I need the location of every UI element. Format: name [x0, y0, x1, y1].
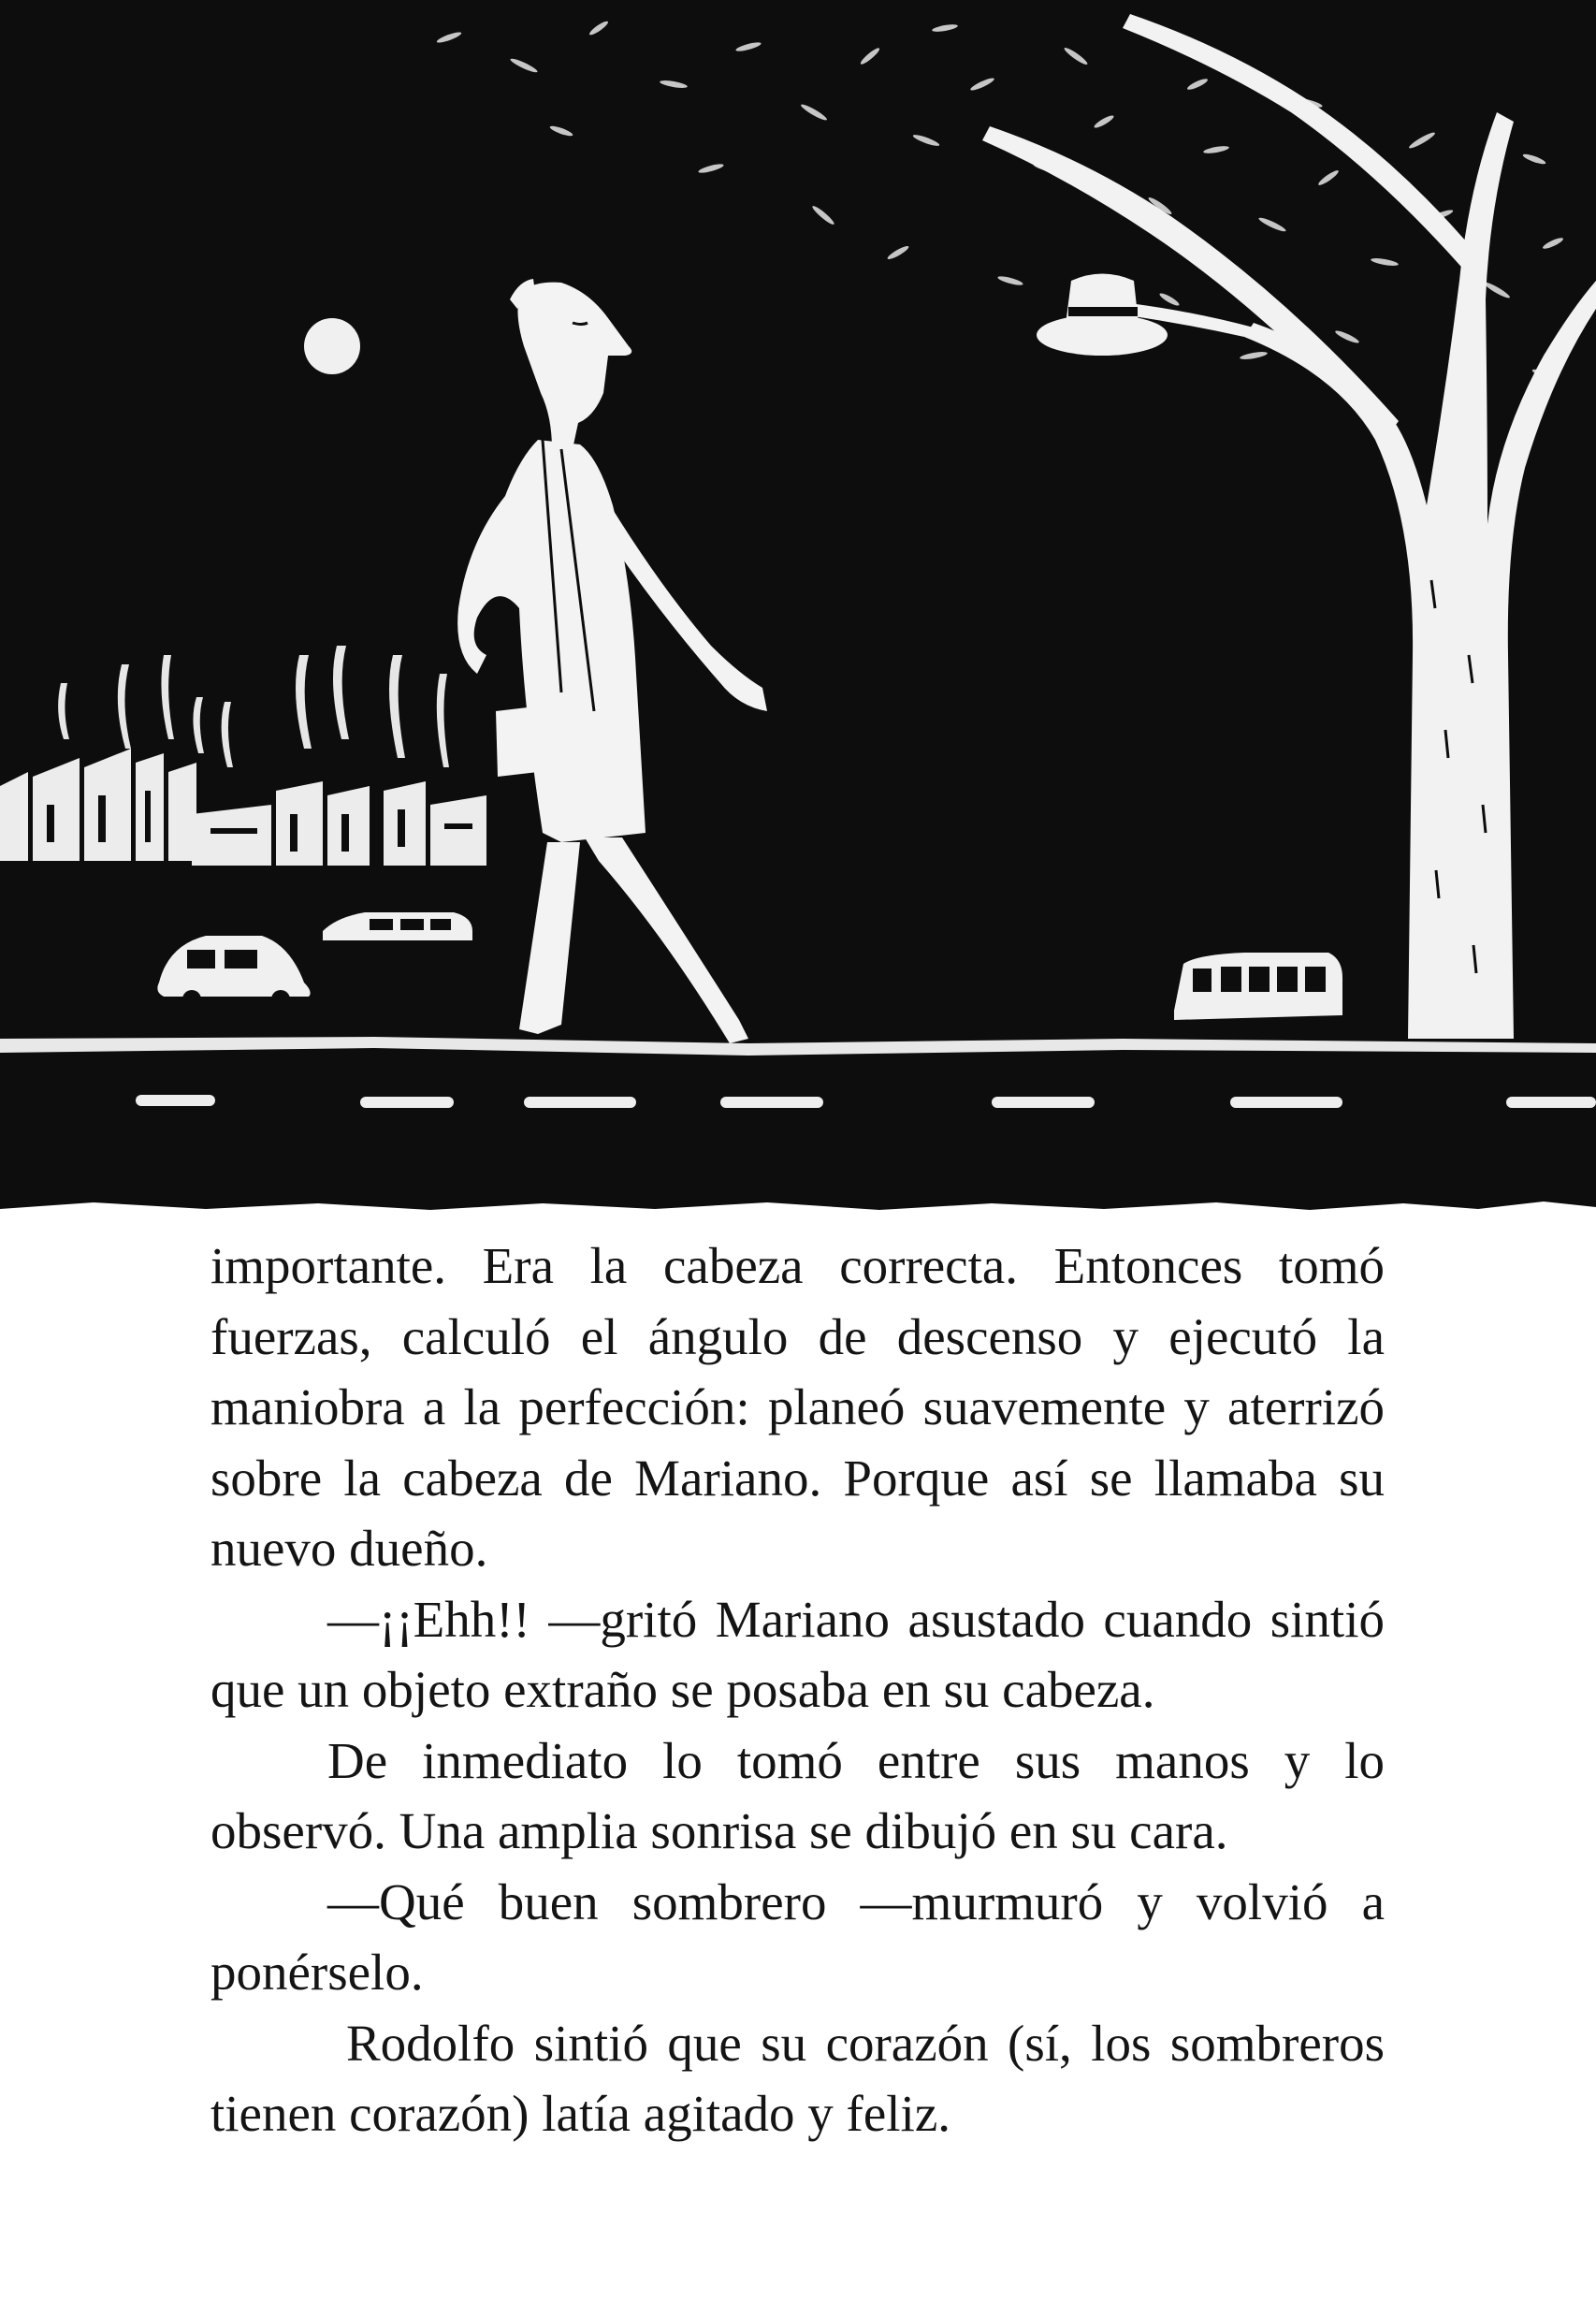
- bus-right: [1174, 953, 1342, 1020]
- paragraph-good-hat-dialogue: —Qué buen sombrero —murmuró y volvió a ponérselo.: [210, 1872, 1385, 2001]
- paragraph-observes-hat: De inmediato lo tomó entre sus manos y lo observó. Una amplia sonrisa se dibujó en su cara.: [210, 1731, 1385, 1859]
- moon: [304, 318, 360, 374]
- paragraph-landing: importante. Era la cabeza correcta. Entonces tomó fuerzas, calculó el ángulo de descenso y ejecutó la maniobra a la perfección: planeó suavemente y aterrizó sobre la cabeza de Mariano. Porque así se llamaba su nuevo dueño.: [210, 1237, 1385, 1577]
- paragraph-rodolfo-heart: Rodolfo sintió que su corazón (sí, los sombreros tienen corazón) latía agitado y feliz.: [210, 2014, 1385, 2142]
- paragraph-ehh-dialogue: —¡¡Ehh!! —gritó Mariano asustado cuando sintió que un objeto extraño se posaba en su cabeza.: [210, 1590, 1385, 1718]
- story-text: [210, 1231, 1385, 2149]
